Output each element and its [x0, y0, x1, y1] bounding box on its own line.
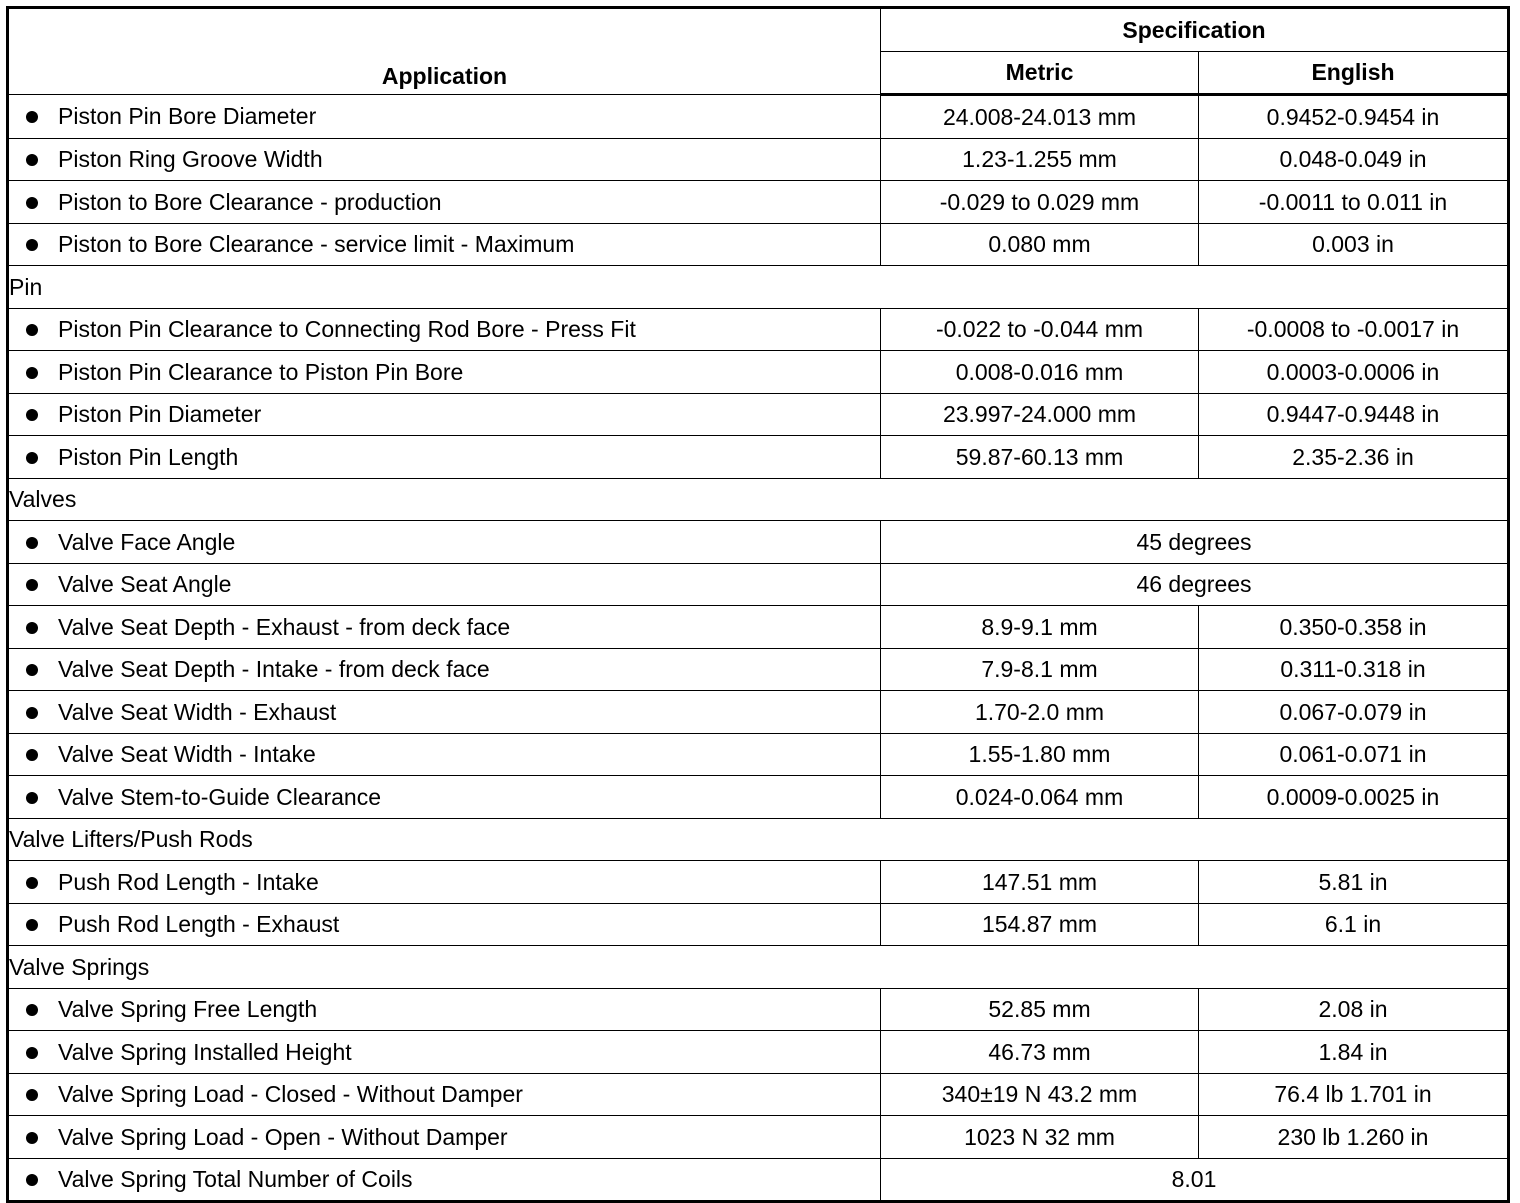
application-cell [8, 138, 881, 181]
bullet-icon [26, 579, 38, 591]
english-value: 0.067-0.079 in [1199, 691, 1509, 734]
table-row [8, 223, 1509, 266]
english-value: 0.003 in [1199, 223, 1509, 266]
bullet-icon [26, 1132, 38, 1144]
table-row [8, 988, 1509, 1031]
metric-value: 24.008-24.013 mm [881, 95, 1199, 139]
application-label: Valve Seat Width - Intake [58, 741, 316, 768]
bullet-icon [26, 1174, 38, 1186]
table-row [8, 861, 1509, 904]
application-label: Piston to Bore Clearance - service limit - Maximum [58, 231, 575, 258]
table-row [8, 776, 1509, 819]
english-value: 0.9452-0.9454 in [1199, 95, 1509, 139]
section-label: Valve Springs [8, 946, 1509, 989]
bullet-icon [26, 877, 38, 889]
application-cell [8, 648, 881, 691]
application-cell [8, 223, 881, 266]
application-cell [8, 308, 881, 351]
application-label: Valve Seat Depth - Intake - from deck face [58, 656, 490, 683]
table-row [8, 648, 1509, 691]
table-row [8, 308, 1509, 351]
bullet-icon [26, 792, 38, 804]
application-cell [8, 1158, 881, 1202]
english-value: 2.08 in [1199, 988, 1509, 1031]
table-row [8, 691, 1509, 734]
metric-value: 7.9-8.1 mm [881, 648, 1199, 691]
section-label: Pin [8, 266, 1509, 309]
application-label: Valve Stem-to-Guide Clearance [58, 783, 381, 810]
table-row [8, 903, 1509, 946]
section-row [8, 946, 1509, 989]
specification-value: 46 degrees [881, 563, 1509, 606]
english-value: 6.1 in [1199, 903, 1509, 946]
application-cell [8, 95, 881, 139]
application-cell [8, 521, 881, 564]
application-label: Valve Seat Angle [58, 571, 232, 598]
section-row [8, 478, 1509, 521]
section-row [8, 266, 1509, 309]
table-row [8, 1031, 1509, 1074]
specification-header: Specification [881, 8, 1509, 52]
metric-value: 0.080 mm [881, 223, 1199, 266]
english-value: 2.35-2.36 in [1199, 436, 1509, 479]
specification-value: 8.01 [881, 1158, 1509, 1202]
table-row [8, 1116, 1509, 1159]
metric-value: 154.87 mm [881, 903, 1199, 946]
metric-value: 8.9-9.1 mm [881, 606, 1199, 649]
bullet-icon [26, 919, 38, 931]
application-label: Piston Pin Diameter [58, 401, 262, 428]
application-header: Application [8, 8, 881, 95]
application-label: Push Rod Length - Exhaust [58, 911, 340, 938]
table-row [8, 1158, 1509, 1202]
metric-value: -0.029 to 0.029 mm [881, 181, 1199, 224]
bullet-icon [26, 239, 38, 251]
bullet-icon [26, 1089, 38, 1101]
table-row [8, 351, 1509, 394]
application-cell [8, 606, 881, 649]
table-row [8, 521, 1509, 564]
english-value: 5.81 in [1199, 861, 1509, 904]
english-value: 0.061-0.071 in [1199, 733, 1509, 776]
bullet-icon [26, 409, 38, 421]
metric-header: Metric [881, 51, 1199, 95]
application-label: Valve Seat Depth - Exhaust - from deck face [58, 613, 511, 640]
section-row [8, 818, 1509, 861]
application-label: Piston to Bore Clearance - production [58, 188, 442, 215]
bullet-icon [26, 664, 38, 676]
application-cell [8, 691, 881, 734]
metric-value: 1.55-1.80 mm [881, 733, 1199, 776]
application-label: Valve Seat Width - Exhaust [58, 698, 337, 725]
english-value: 230 lb 1.260 in [1199, 1116, 1509, 1159]
application-label: Valve Spring Load - Closed - Without Damper [58, 1081, 523, 1108]
application-label: Piston Ring Groove Width [58, 146, 323, 173]
metric-value: 52.85 mm [881, 988, 1199, 1031]
metric-value: 59.87-60.13 mm [881, 436, 1199, 479]
english-value: 0.311-0.318 in [1199, 648, 1509, 691]
bullet-icon [26, 324, 38, 336]
metric-value: 1.23-1.255 mm [881, 138, 1199, 181]
english-value: -0.0008 to -0.0017 in [1199, 308, 1509, 351]
bullet-icon [26, 197, 38, 209]
metric-value: 1.70-2.0 mm [881, 691, 1199, 734]
application-cell [8, 393, 881, 436]
application-cell [8, 563, 881, 606]
table-row [8, 733, 1509, 776]
metric-value: 147.51 mm [881, 861, 1199, 904]
specification-table-body [8, 95, 1509, 1202]
english-value: 76.4 lb 1.701 in [1199, 1073, 1509, 1116]
application-cell [8, 903, 881, 946]
application-cell [8, 351, 881, 394]
application-label: Piston Pin Bore Diameter [58, 103, 317, 130]
english-value: 0.0003-0.0006 in [1199, 351, 1509, 394]
metric-value: 46.73 mm [881, 1031, 1199, 1074]
table-row [8, 393, 1509, 436]
application-cell [8, 776, 881, 819]
bullet-icon [26, 749, 38, 761]
application-cell [8, 1073, 881, 1116]
bullet-icon [26, 707, 38, 719]
english-value: 1.84 in [1199, 1031, 1509, 1074]
bullet-icon [26, 154, 38, 166]
table-row [8, 1073, 1509, 1116]
english-header: English [1199, 51, 1509, 95]
english-value: -0.0011 to 0.011 in [1199, 181, 1509, 224]
metric-value: -0.022 to -0.044 mm [881, 308, 1199, 351]
metric-value: 23.997-24.000 mm [881, 393, 1199, 436]
application-label: Valve Spring Installed Height [58, 1038, 352, 1065]
application-cell [8, 1116, 881, 1159]
bullet-icon [26, 367, 38, 379]
bullet-icon [26, 452, 38, 464]
metric-value: 0.024-0.064 mm [881, 776, 1199, 819]
table-row [8, 181, 1509, 224]
bullet-icon [26, 1004, 38, 1016]
metric-value: 1023 N 32 mm [881, 1116, 1199, 1159]
table-row [8, 606, 1509, 649]
bullet-icon [26, 1047, 38, 1059]
application-cell [8, 1031, 881, 1074]
table-row [8, 95, 1509, 139]
specification-table [6, 6, 1510, 1203]
english-value: 0.048-0.049 in [1199, 138, 1509, 181]
metric-value: 340±19 N 43.2 mm [881, 1073, 1199, 1116]
application-label: Valve Face Angle [58, 528, 236, 555]
specification-value: 45 degrees [881, 521, 1509, 564]
application-cell [8, 181, 881, 224]
application-cell [8, 436, 881, 479]
bullet-icon [26, 622, 38, 634]
bullet-icon [26, 111, 38, 123]
english-value: 0.350-0.358 in [1199, 606, 1509, 649]
application-cell [8, 861, 881, 904]
application-label: Push Rod Length - Intake [58, 868, 319, 895]
bullet-icon [26, 537, 38, 549]
table-row [8, 563, 1509, 606]
section-label: Valve Lifters/Push Rods [8, 818, 1509, 861]
table-row [8, 436, 1509, 479]
table-row [8, 138, 1509, 181]
section-label: Valves [8, 478, 1509, 521]
application-label: Valve Spring Free Length [58, 996, 318, 1023]
application-cell [8, 733, 881, 776]
application-label: Piston Pin Length [58, 443, 239, 470]
english-value: 0.0009-0.0025 in [1199, 776, 1509, 819]
application-label: Valve Spring Load - Open - Without Damper [58, 1123, 508, 1150]
english-value: 0.9447-0.9448 in [1199, 393, 1509, 436]
application-label: Piston Pin Clearance to Piston Pin Bore [58, 358, 464, 385]
application-label: Valve Spring Total Number of Coils [58, 1166, 413, 1193]
metric-value: 0.008-0.016 mm [881, 351, 1199, 394]
application-cell [8, 988, 881, 1031]
application-label: Piston Pin Clearance to Connecting Rod Bore - Press Fit [58, 316, 636, 343]
